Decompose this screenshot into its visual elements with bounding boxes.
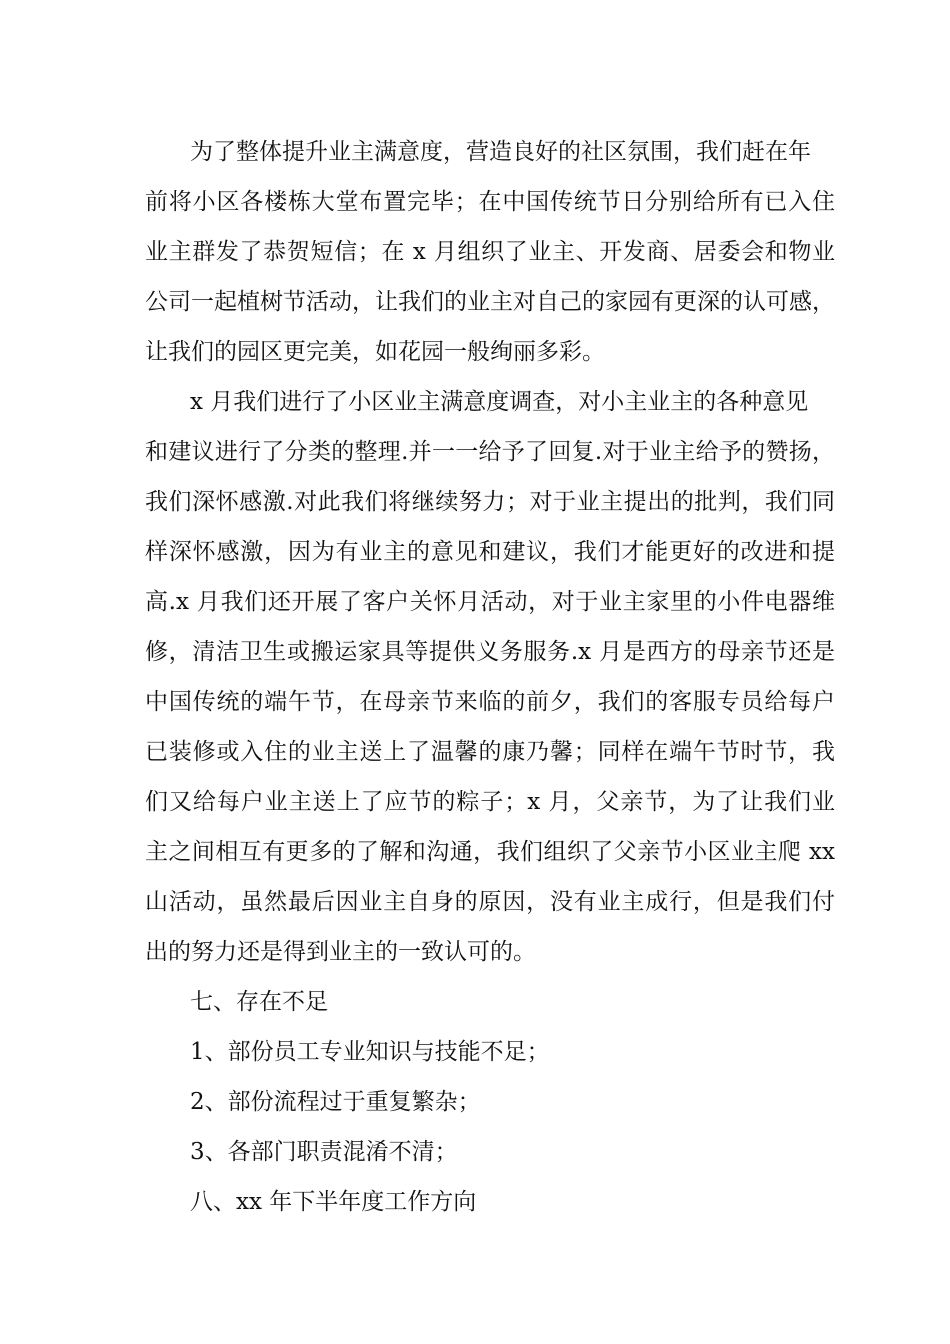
paragraph-line: 我们深怀感激.对此我们将继续努力；对于业主提出的批判，我们同: [145, 489, 835, 515]
section-heading: 七、存在不足: [190, 989, 328, 1015]
list-item: 3、各部门职责混淆不清；: [190, 1139, 458, 1165]
list-item: 1、部份员工专业知识与技能不足；: [190, 1039, 550, 1065]
paragraph-line: x 月我们进行了小区业主满意度调查，对小主业主的各种意见: [190, 389, 809, 415]
paragraph-line: 中国传统的端午节，在母亲节来临的前夕，我们的客服专员给每户: [145, 689, 835, 715]
section-heading: 八、xx 年下半年度工作方向: [190, 1189, 477, 1215]
paragraph-line: 主之间相互有更多的了解和沟通，我们组织了父亲节小区业主爬 xx: [145, 839, 835, 865]
paragraph-line: 们又给每户业主送上了应节的粽子；x 月，父亲节，为了让我们业: [145, 789, 835, 815]
paragraph-line: 修，清洁卫生或搬运家具等提供义务服务.x 月是西方的母亲节还是: [145, 639, 835, 665]
paragraph-line: 为了整体提升业主满意度，营造良好的社区氛围，我们赶在年: [190, 139, 811, 165]
paragraph-line: 已装修或入住的业主送上了温馨的康乃馨；同样在端午节时节，我: [145, 739, 835, 765]
paragraph-line: 前将小区各楼栋大堂布置完毕；在中国传统节日分别给所有已入住: [145, 189, 835, 215]
paragraph-line: 山活动，虽然最后因业主自身的原因，没有业主成行，但是我们付: [145, 889, 835, 915]
list-item: 2、部份流程过于重复繁杂；: [190, 1089, 481, 1115]
paragraph-line: 让我们的园区更完美，如花园一般绚丽多彩。: [145, 339, 605, 365]
paragraph-line: 样深怀感激，因为有业主的意见和建议，我们才能更好的改进和提: [145, 539, 835, 565]
paragraph-line: 公司一起植树节活动，让我们的业主对自己的家园有更深的认可感，: [145, 289, 835, 315]
paragraph-line: 和建议进行了分类的整理.并一一给予了回复.对于业主给予的赞扬，: [145, 439, 835, 465]
paragraph-line: 出的努力还是得到业主的一致认可的。: [145, 939, 536, 965]
paragraph-line: 业主群发了恭贺短信；在 x 月组织了业主、开发商、居委会和物业: [145, 239, 835, 265]
paragraph-line: 高.x 月我们还开展了客户关怀月活动，对于业主家里的小件电器维: [145, 589, 835, 615]
